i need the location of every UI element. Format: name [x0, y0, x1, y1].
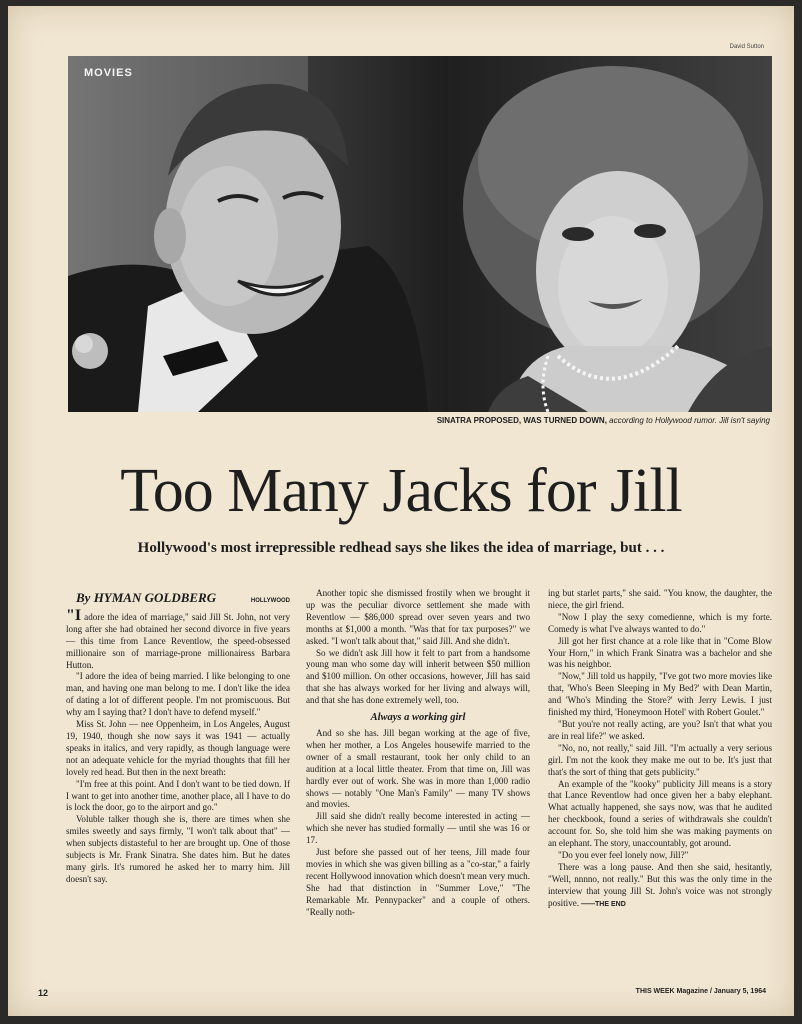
photo-credit: David Sutton — [729, 44, 764, 50]
photo — [68, 56, 772, 412]
paragraph: Jill got her first chance at a role like that in "Come Blow Your Horn," in which Frank Sinatra was a bachelor and she was his neighbor. — [548, 635, 772, 670]
column-3 — [548, 588, 772, 983]
headline: Too Many Jacks for Jill — [120, 457, 682, 525]
paragraph: "I'm free at this point. And I don't want to be tied down. If I want to get into another time, another place, all I have to do is lock the door, go to the airport and go." — [66, 778, 290, 813]
end-mark: ——THE END — [579, 900, 626, 908]
paragraph: And so she has. Jill began working at the age of five, when her mother, a Los Angeles housewife married to the owner of a small restaurant, took her only child to an audition at a local little theater. From that time on, Jill was hardly ever out of work. She was in more than 1,000 radio shows — notably "One Man's Family" — many TV shows and movies. — [306, 727, 530, 810]
paragraph: "Now I play the sexy comedienne, which is my forte. Comedy is what I've always wanted to do." — [548, 611, 772, 634]
paragraph: Miss St. John — nee Oppenheim, in Los Angeles, August 19, 1940, though she now says it was 1941 — actually speaks in italics, and very rapidly, as though language were not an adequate vehicle for the myriad thoughts that fill her lovely red head. But then in the next breath: — [66, 719, 290, 777]
paragraph: "Do you ever feel lonely now, Jill?" — [558, 849, 689, 860]
paragraph: "No, no, not really," said Jill. "I'm actually a very serious girl. I'm not the kook they make me out to be. It's just that that's the sort of thing that gets publicity." — [548, 742, 772, 777]
paragraph: "But you're not really acting, are you? Isn't that what you are in real life?" we asked. — [548, 718, 772, 741]
column-2 — [306, 588, 530, 983]
paragraph-text: There was a long pause. And then she said, hesitantly, "Well, nnnno, not really." But this was the only time in the interview that young Jill St. John's voice was not strongly positive. — [548, 861, 772, 908]
paragraph: ing but starlet parts," she said. "You know, the daughter, the niece, the girl friend. — [548, 588, 772, 610]
paragraph-text: adore the idea of marriage," said Jill St. John, not very long after she had obtained her second divorce in five years — this time from Lance Reventlow, the speed-obsessed millionaire son of marriage-prone millionairess Barbara Hutton. — [66, 611, 290, 670]
paragraph: Another topic she dismissed frostily when we brought it up was the peculiar divorce settlement she made with Reventlow — $86,000 spread over seven years and two months at $1,000 a month. "Was that for tax purposes?" we asked. "I won't talk about that," said Jill. And she didn't. — [306, 588, 530, 646]
subsection-heading: Always a working girl — [370, 712, 466, 724]
page-number: 12 — [38, 988, 49, 998]
column-1 — [66, 588, 290, 983]
byline — [76, 592, 290, 608]
paragraph: An example of the "kooky" publicity Jill means is a story that Lance Reventlow had once given her a baby elephant. What actually happened, she says now, was that he audited her checkbook, found a series of withdrawals she couldn't account for. So, she told him she was making payments on an elephant. The story, unaccountably, got around. — [548, 778, 772, 849]
photo-illustration — [68, 56, 772, 412]
section-label: MOVIES — [84, 67, 133, 79]
paragraph: Jill said she didn't really become interested in acting — which she never has studied formally — until she was 16 or 17. — [306, 811, 530, 846]
paragraph: "I adore the idea of being married. I like belonging to one man, and having one man belong to me. I don't like the idea of dating a lot of different people. I'm not promiscuous. But why am I saying that? I don't have to defend myself." — [66, 671, 290, 718]
subhead: Hollywood's most irrepressible redhead says she likes the idea of marriage, but . . . — [137, 540, 665, 556]
article-body — [66, 588, 772, 983]
photo-caption — [437, 416, 770, 425]
drop-cap: "I — [66, 606, 82, 624]
magazine-page — [8, 6, 794, 1016]
publication-footer: THIS WEEK Magazine / January 5, 1964 — [635, 988, 766, 995]
paragraph: "Now," Jill told us happily, "I've got two more movies like that, 'Who's Been Sleeping in My Bed?' with Dean Martin, and 'Who's Minding the Store?' with Jerry Lewis. I just finished my third, 'Honeymoon Hotel' with Robert Goulet." — [548, 671, 772, 718]
paragraph: So we didn't ask Jill how it felt to part from a handsome young man who some day will inherit between $50 million and $100 million. On other occasions, however, Jill has said that she has always worked for her living and always will, and that she has done extremely well, too. — [306, 647, 530, 706]
paragraph: Just before she passed out of her teens, Jill made four movies in which she was given billing as a "co-star," a fairly recent Hollywood innovation which doesn't mean very much. She had that distinction in "Summer Love," "The Remarkable Mr. Pennypacker" and a couple of others. "Really noth- — [306, 847, 530, 917]
byline-location: HOLLYWOOD — [250, 598, 290, 604]
paragraph — [66, 606, 290, 672]
caption-lead: SINATRA PROPOSED, WAS TURNED DOWN, — [436, 416, 607, 425]
byline-author: By HYMAN GOLDBERG — [76, 590, 217, 605]
paragraph — [548, 862, 772, 911]
caption-rest: according to Hollywood rumor. Jill isn't saying — [606, 416, 770, 425]
paragraph: Voluble talker though she is, there are times when she smiles sweetly and says firmly, "I won't talk about that" — when subjects distasteful to her are brought up. One of those subjects is Mr. Frank Sinatra. She dates him. But he dates many girls. It's rumored he asked her to marry him. Jill doesn't say. — [66, 814, 290, 884]
